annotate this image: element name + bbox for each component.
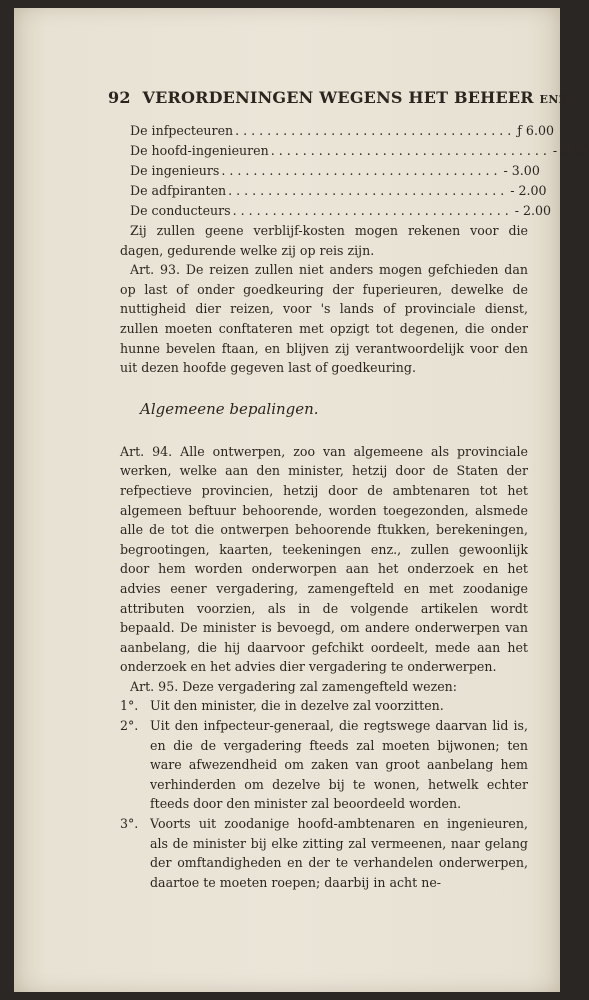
enumeration-item bbox=[120, 716, 528, 814]
salary-row bbox=[120, 181, 547, 201]
leader-dots: ................................... bbox=[235, 123, 516, 138]
salary-label: De adfpiranten bbox=[130, 183, 227, 198]
salary-amount: - 2.00 bbox=[514, 203, 552, 218]
leader-dots: ................................... bbox=[270, 143, 551, 158]
salary-row bbox=[120, 201, 552, 221]
paragraph-art-93: Art. 93. De reizen zullen niet anders mogen gefchieden dan op last of onder goedkeuring der fuperieuren, dewelke de nuttigheid dier reizen, voor 's lands of provinciale dienst, zullen moeten conftateren met opzigt tot degenen, die onder hunne bevelen ftaan, en blijven zij verantwoordelijk voor den uit dezen hoofde gegeven last of goedkeuring. bbox=[120, 262, 528, 376]
running-head bbox=[108, 88, 572, 107]
salary-label: De conducteurs bbox=[130, 203, 231, 218]
leader-dots: ................................... bbox=[232, 203, 513, 218]
enumeration-item bbox=[120, 814, 528, 892]
book-page bbox=[14, 8, 589, 992]
salary-row bbox=[120, 161, 540, 181]
leader-dots: ................................... bbox=[221, 163, 502, 178]
salary-label: De ingenieurs bbox=[130, 163, 220, 178]
salary-row bbox=[120, 141, 589, 161]
enumeration-text: Voorts uit zoodanige hoofd-ambtenaren en ingenieuren, als de minister bij elke zitting zal vermeenen, naar gelang der omftandigheden en der te verhandelen onderwerpen, daartoe te moeten roepen; daarbij in acht ne- bbox=[150, 816, 528, 890]
page-number: 92 bbox=[108, 88, 131, 107]
running-head-title: VERORDENINGEN WEGENS HET BEHEER bbox=[142, 88, 534, 107]
enumeration-item bbox=[120, 696, 528, 716]
salary-amount: - 5 00 bbox=[552, 143, 589, 158]
salary-amount: - 3.00 bbox=[503, 163, 540, 178]
salary-list bbox=[120, 121, 589, 221]
salary-row bbox=[120, 121, 554, 141]
salary-label: De infpecteuren bbox=[130, 123, 234, 138]
salary-amount: ƒ 6.00 bbox=[517, 123, 554, 138]
page-content bbox=[108, 88, 589, 892]
paragraph-art-95: Art. 95. Deze vergadering zal zamengefteld wezen: bbox=[130, 678, 458, 694]
salary-label: De hoofd-ingenieuren bbox=[130, 143, 269, 158]
leader-dots: ................................... bbox=[228, 183, 509, 198]
salary-amount: - 2.00 bbox=[510, 183, 547, 198]
paragraph-art-94: Art. 94. Alle ontwerpen, zoo van algemeene als provinciale werken, welke aan den minister, hetzij door de Staten der refpectieve provincien, hetzij door de ambtenaren tot het algemeen beftuur behoorende, worden toegezonden, alsmede alle de tot die ontwerpen behoorende ftukken, berekeningen, begrootingen, kaarten, teekeningen enz., zullen gewoonlijk door hem worden onderworpen aan het onderzoek en het advies eener vergadering, zamengefteld en met zoodanige attributen voorzien, als in de volgende artikelen wordt bepaald. De minister is bevoegd, om andere onderwerpen van aanbelang, die hij daarvoor gefchikt oordeelt, mede aan het onderzoek en het advies dier vergadering te onderwerpen. bbox=[120, 443, 528, 675]
enumeration-text: Uit den infpecteur-generaal, die regtswege daarvan lid is, en die de vergadering fteeds zal moeten bijwonen; ten ware afwezendheid om zaken van groot aanbelang hem verhinderden om dezelve bij te wonen, hetwelk echter fteeds door den minister zal beoordeeld worden. bbox=[150, 718, 528, 812]
enumeration-number: 3°. bbox=[120, 816, 139, 832]
enumeration-number: 2°. bbox=[120, 718, 139, 734]
running-head-tail: ENZ. bbox=[539, 93, 572, 106]
paragraph-travel-costs: Zij zullen geene verblijf-kosten mogen rekenen voor die dagen, gedurende welke zij op reis zijn. bbox=[120, 223, 528, 258]
enumeration-text: Uit den minister, die in dezelve zal voorzitten. bbox=[150, 698, 444, 714]
section-title: Algemeene bepalingen. bbox=[140, 399, 319, 418]
enumeration-number: 1°. bbox=[120, 698, 139, 714]
